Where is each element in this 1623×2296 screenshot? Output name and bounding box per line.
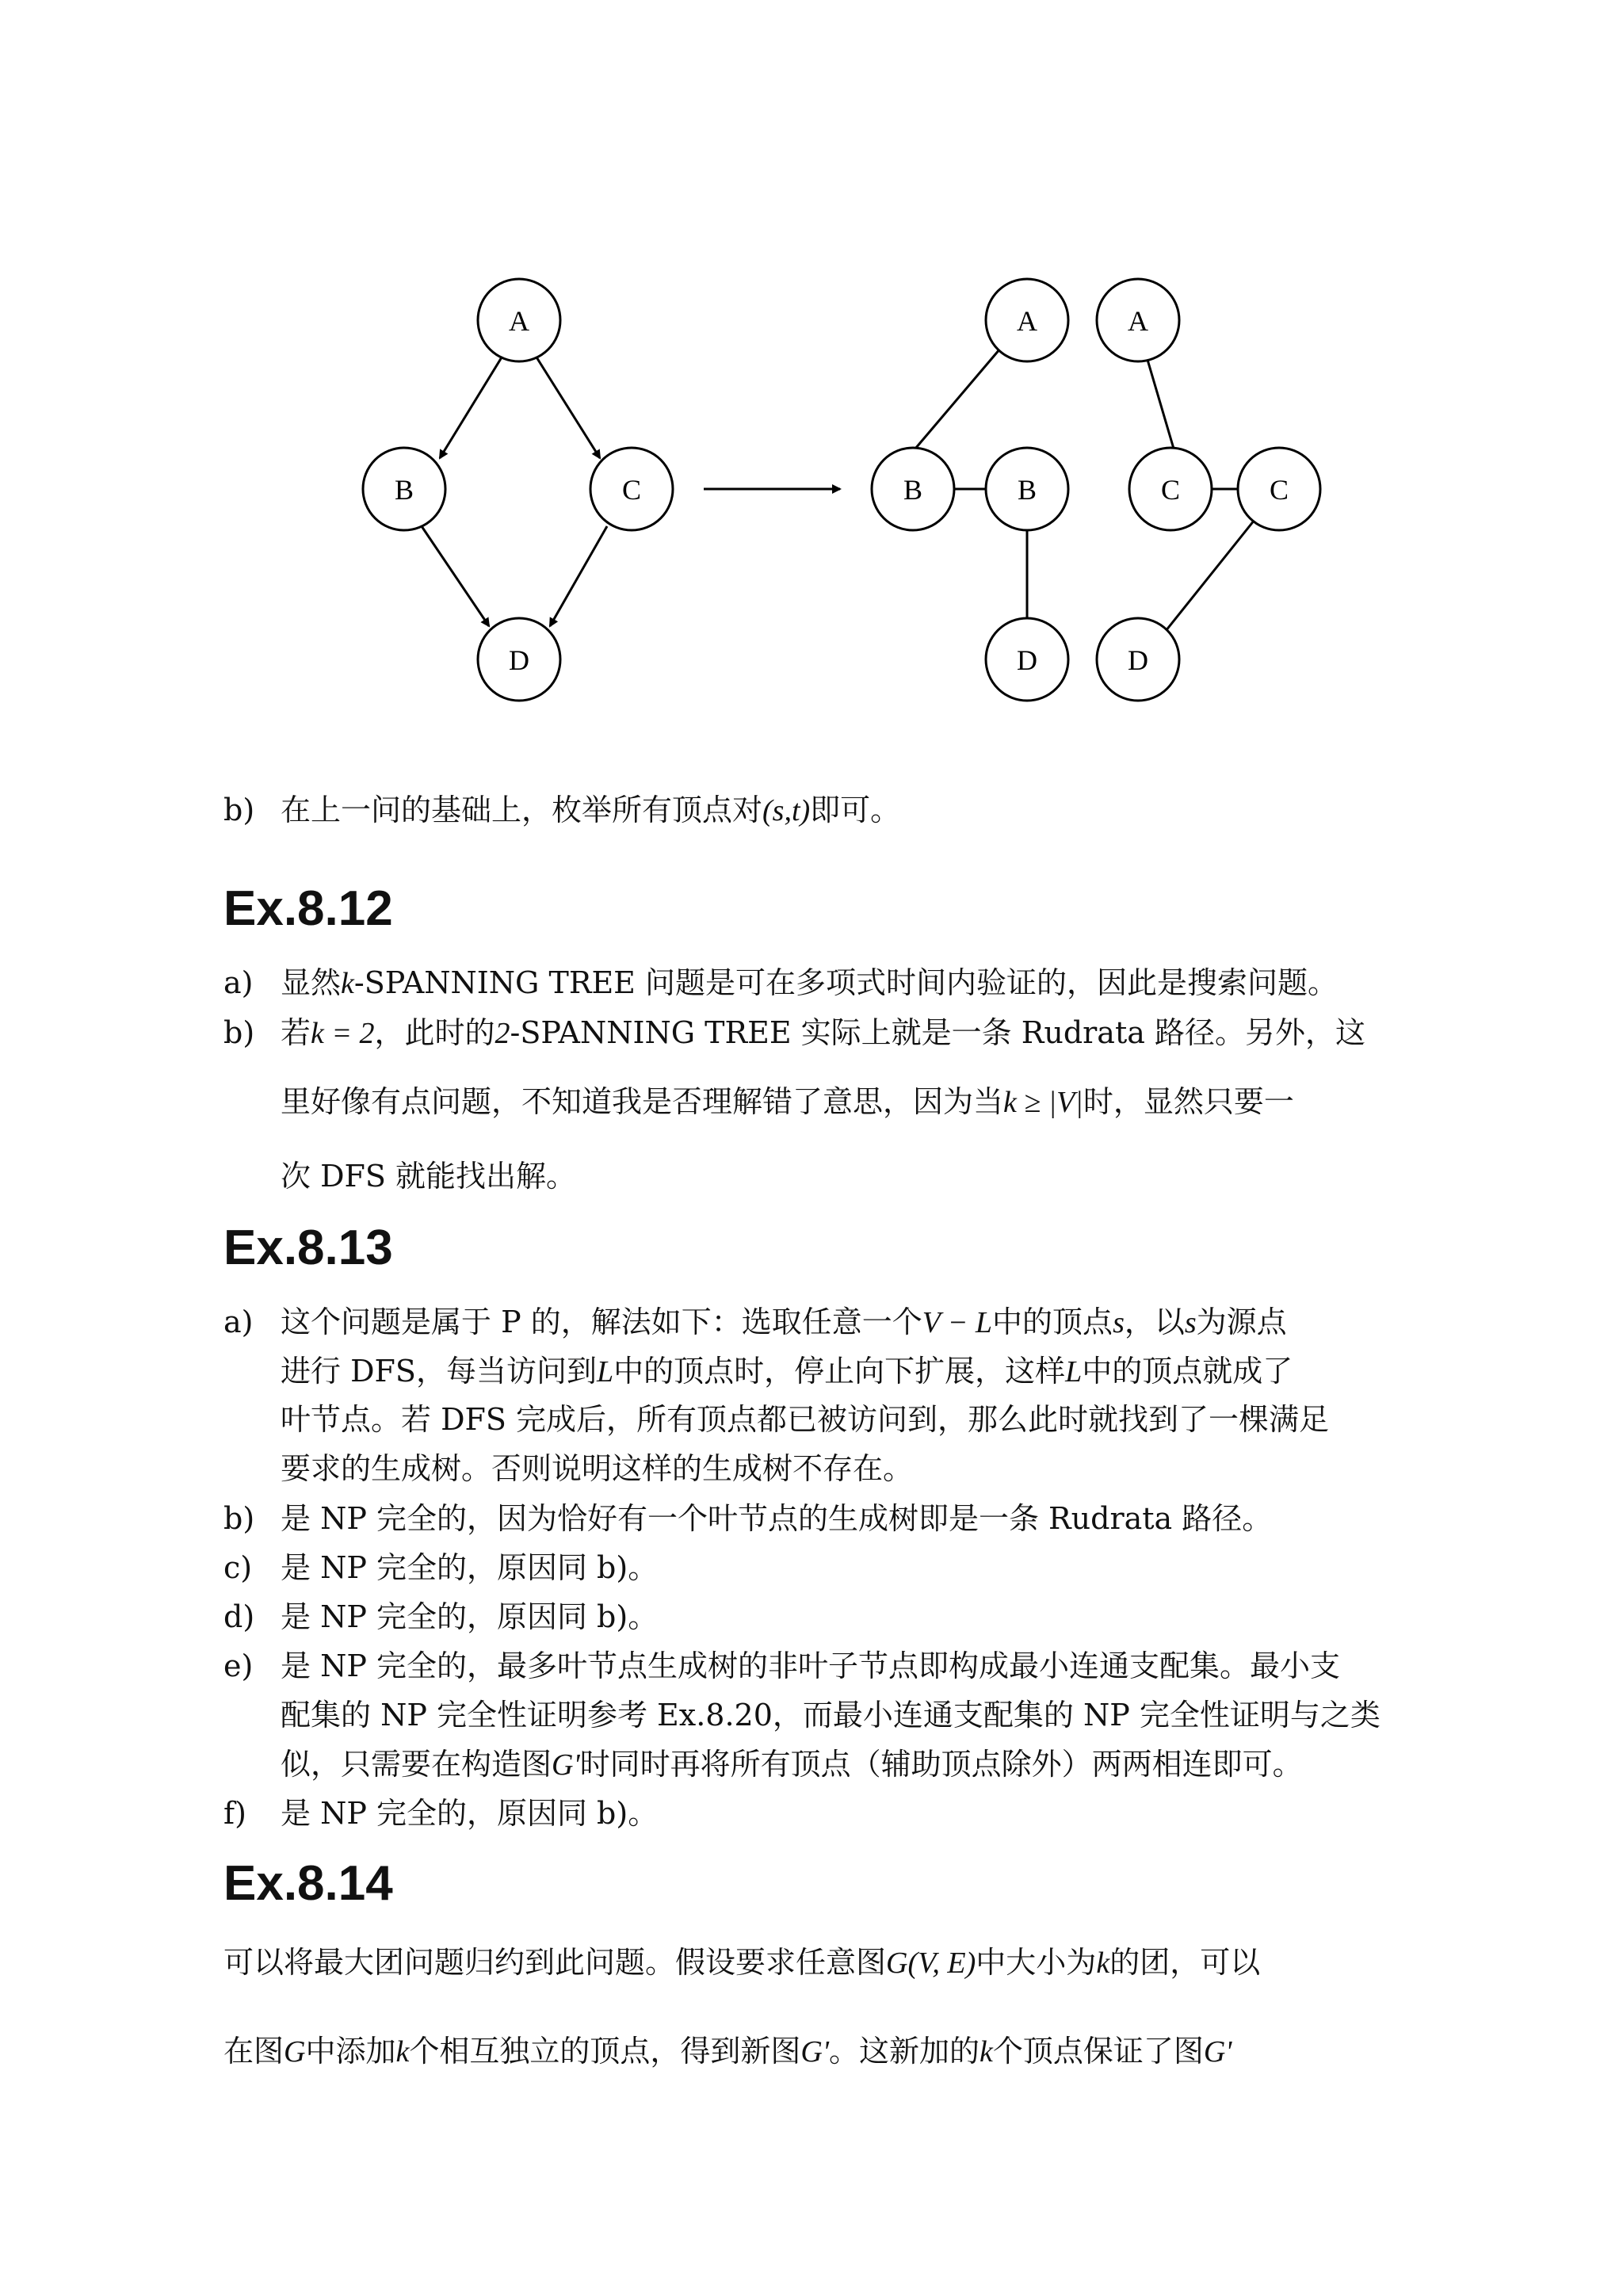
node-label: D: [1128, 644, 1148, 676]
math-inline: G(V, E): [886, 1946, 976, 1980]
list-item: [223, 1496, 1412, 1541]
math-inline: L: [596, 1355, 614, 1389]
item-continuation: [281, 1446, 1469, 1491]
item-text: 似，只需要在构造图: [281, 1747, 552, 1782]
item-continuation: [281, 1154, 1469, 1198]
edge-a-c: [534, 353, 600, 458]
item-text: 为源点: [1196, 1305, 1287, 1339]
node-label: A: [1017, 305, 1037, 337]
item-text: 个顶点保证了图: [992, 2034, 1204, 2069]
item-continuation: [281, 1693, 1469, 1737]
node-label: B: [903, 474, 923, 506]
math-inline: 2: [495, 1017, 510, 1050]
item-text: 是 NP 完全的，原因同 b)。: [281, 1550, 659, 1585]
list-marker: d): [223, 1599, 255, 1634]
item-text: ，此时的: [374, 1015, 495, 1050]
item-text: 进行 DFS，每当访问到: [281, 1354, 597, 1389]
section-heading: Ex.8.12: [223, 881, 393, 936]
list-item: [223, 961, 1412, 1006]
edge-c-d: [1166, 520, 1254, 631]
list-marker: b): [223, 1501, 255, 1536]
item-text: 时，显然只要一: [1083, 1084, 1294, 1119]
item-text: 叶节点。若 DFS 完成后，所有顶点都已被访问到，那么此时就找到了一棵满足: [281, 1402, 1330, 1437]
list-item: [223, 1010, 1412, 1056]
edge-b-d: [422, 526, 489, 626]
list-marker: e): [223, 1648, 254, 1683]
math-inline: k: [341, 967, 354, 1000]
item-text: ，以: [1124, 1305, 1185, 1339]
list-marker: f): [223, 1796, 246, 1831]
list-item: [223, 1791, 1412, 1836]
item-text: 在上一问的基础上，枚举所有顶点对: [281, 793, 763, 827]
item-text: 是 NP 完全的，原因同 b)。: [281, 1599, 659, 1634]
edge-a-c: [1148, 360, 1174, 449]
math-inline: G': [552, 1748, 580, 1782]
item-text: 若: [281, 1015, 311, 1050]
item-text: 个相互独立的顶点，得到新图: [409, 2034, 801, 2069]
section-heading: Ex.8.14: [223, 1856, 393, 1911]
node-label: C: [1269, 474, 1289, 506]
item-text: 中的顶点: [992, 1305, 1113, 1339]
list-item: [223, 1545, 1412, 1590]
item-continuation: [281, 1349, 1469, 1394]
item-text: 中添加: [305, 2034, 396, 2069]
item-text: 里好像有点问题，不知道我是否理解错了意思，因为当: [281, 1084, 1004, 1119]
edge-a-b: [440, 353, 504, 458]
item-text: 这个问题是属于 P 的，解法如下：选取任意一个: [281, 1305, 922, 1339]
list-item: [223, 1595, 1412, 1639]
item-continuation: [281, 1397, 1469, 1442]
edge-c-d: [550, 526, 607, 626]
edge-a-b: [915, 349, 1000, 449]
item-text: 配集的 NP 完全性证明参考 Ex.8.20，而最小连通支配集的 NP 完全性证明与之类: [281, 1698, 1381, 1733]
item-text: 中的顶点就成了: [1082, 1354, 1293, 1389]
item-text: 要求的生成树。否则说明这样的生成树不存在。: [281, 1451, 914, 1486]
section-heading: Ex.8.13: [223, 1221, 393, 1275]
node-label: C: [1160, 474, 1181, 506]
item-text: 中的顶点时，停止向下扩展，这样: [613, 1354, 1066, 1389]
math-inline: k: [395, 2035, 410, 2069]
graph-transformation-diagram: [0, 0, 1623, 713]
item-text: 的团，可以: [1109, 1945, 1261, 1980]
math-inline: (s,t): [762, 794, 811, 827]
math-inline: G: [284, 2035, 306, 2069]
list-item: [223, 788, 1412, 833]
node-label: B: [394, 474, 414, 506]
list-marker: b): [223, 793, 255, 827]
item-text: -SPANNING TREE 问题是可在多项式时间内验证的，因此是搜索问题。: [353, 965, 1338, 1000]
item-text: 次 DFS 就能找出解。: [281, 1159, 577, 1194]
paragraph-line: [223, 2029, 1412, 2074]
math-inline: G': [800, 2035, 829, 2069]
node-label: B: [1017, 474, 1037, 506]
item-text: 在图: [223, 2034, 285, 2069]
item-text: 是 NP 完全的，因为恰好有一个叶节点的生成树即是一条 Rudrata 路径。: [281, 1501, 1273, 1536]
list-marker: b): [223, 1015, 255, 1050]
math-inline: k: [1096, 1946, 1110, 1980]
item-text: 显然: [281, 965, 342, 1000]
item-text: 是 NP 完全的，原因同 b)。: [281, 1796, 659, 1831]
node-label: D: [509, 644, 529, 676]
list-item: [223, 1300, 1412, 1345]
node-label: A: [509, 305, 529, 337]
item-text: 是 NP 完全的，最多叶节点生成树的非叶子节点即构成最小连通支配集。最小支: [281, 1648, 1340, 1683]
item-text: 中大小为: [976, 1945, 1097, 1980]
paragraph-line: [223, 1940, 1412, 1985]
math-inline: s: [1184, 1306, 1197, 1339]
node-label: C: [621, 474, 642, 506]
list-item: [223, 1644, 1412, 1688]
item-text: 时同时再将所有顶点（辅助顶点除外）两两相连即可。: [579, 1747, 1303, 1782]
item-continuation: [281, 1742, 1469, 1787]
list-marker: a): [223, 965, 254, 1000]
math-inline: V − L: [922, 1306, 993, 1339]
node-label: A: [1128, 305, 1148, 337]
item-text: 即可。: [810, 793, 901, 827]
math-inline: s: [1113, 1306, 1125, 1339]
item-text: 可以将最大团问题归约到此问题。假设要求任意图: [223, 1945, 887, 1980]
math-inline: k ≥ |V|: [1003, 1086, 1083, 1119]
math-inline: k: [979, 2035, 993, 2069]
math-inline: G': [1203, 2035, 1232, 2069]
list-marker: c): [223, 1550, 253, 1585]
node-label: D: [1017, 644, 1037, 676]
item-text: 。这新加的: [828, 2034, 980, 2069]
item-text: -SPANNING TREE 实际上就是一条 Rudrata 路径。另外，这: [510, 1015, 1365, 1050]
list-marker: a): [223, 1305, 254, 1339]
math-inline: k = 2: [311, 1017, 375, 1050]
item-continuation: [281, 1079, 1469, 1125]
math-inline: L: [1065, 1355, 1083, 1389]
